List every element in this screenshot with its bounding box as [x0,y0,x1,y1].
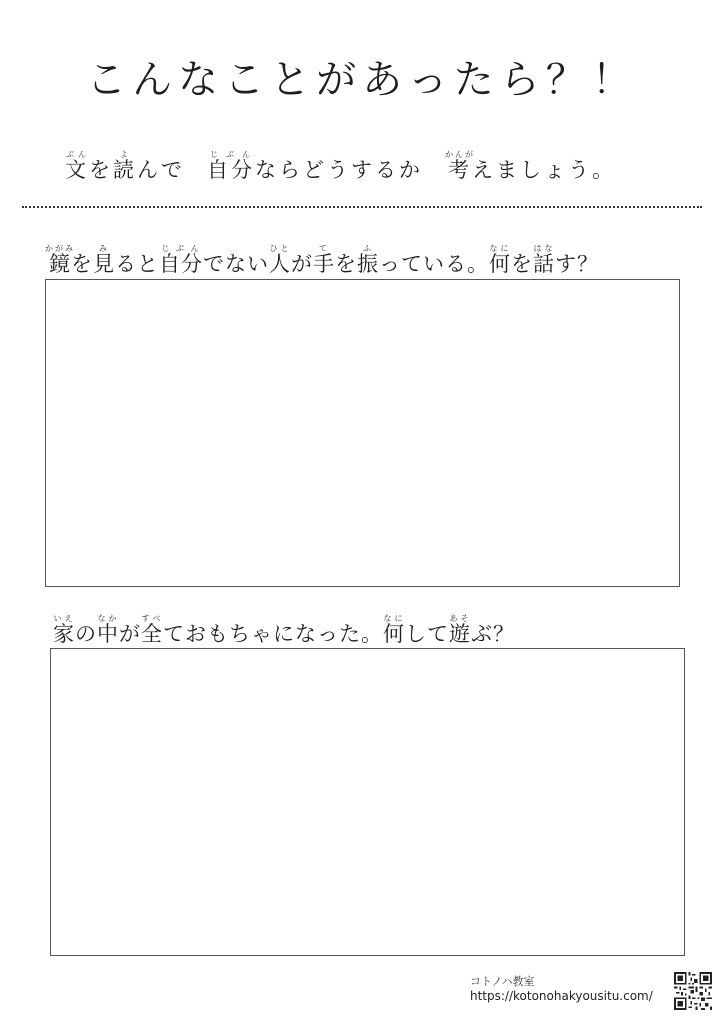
text-segment: す？ [555,252,599,276]
ruby-base: 中 [97,622,119,646]
ruby-base: 遊 [449,622,471,646]
ruby-word [445,150,475,182]
ruby-base: 振 [357,252,379,276]
text-segment: の [75,622,97,646]
instruction-part-2 [207,150,423,182]
ruby-reading: なに [489,244,511,253]
ruby-reading: ふ [357,244,379,253]
ruby-reading: て [313,244,335,253]
ruby-reading: はな [533,244,555,253]
text-segment: ぶ？ [471,622,515,646]
text-segment: ならどうするか [255,158,423,182]
ruby-word [159,244,203,276]
ruby-word [45,244,75,276]
ruby-reading: なか [97,614,119,623]
text-segment: を [335,252,357,276]
footer-url[interactable]: https://kotonohakyousitu.com/ [470,989,653,1003]
ruby-reading: み [93,244,115,253]
text-segment: を [511,252,533,276]
ruby-base: 鏡 [45,252,75,276]
text-segment: が [119,622,141,646]
text-segment: んで [137,158,185,182]
ruby-base: 家 [53,622,75,646]
ruby-reading: よ [113,150,137,159]
ruby-word [313,244,335,276]
ruby-base: 見 [93,252,115,276]
ruby-base: 手 [313,252,335,276]
question-1 [45,244,599,278]
ruby-word [449,614,471,646]
ruby-reading: ぶん [65,150,89,159]
ruby-word [141,614,163,646]
ruby-word [65,150,89,182]
text-segment: えましょう。 [472,158,616,182]
text-segment: っている。 [379,252,489,276]
ruby-base: 自分 [159,252,203,276]
ruby-base: 何 [489,252,511,276]
ruby-base: 自分 [207,158,255,182]
ruby-base: 全 [141,622,163,646]
ruby-base: 話 [533,252,555,276]
ruby-reading: かがみ [45,244,75,253]
instruction-text [65,150,616,184]
ruby-word [269,244,291,276]
ruby-base: 考 [445,158,475,182]
ruby-word [113,150,137,182]
text-segment: を [71,252,93,276]
text-segment: して [405,622,449,646]
ruby-word [207,150,255,182]
instruction-part-3 [445,150,616,182]
ruby-word [357,244,379,276]
text-segment: ると [115,252,159,276]
ruby-word [97,614,119,646]
ruby-word [53,614,75,646]
ruby-reading: なに [383,614,405,623]
ruby-reading: じぶん [159,244,203,253]
instruction-part-1 [65,150,185,182]
footer-brand: コトノハ教室 [470,975,535,988]
ruby-reading: かんが [445,150,475,159]
ruby-reading: あそ [449,614,471,623]
answer-box-2[interactable] [50,648,685,956]
ruby-base: 文 [65,158,89,182]
ruby-base: 人 [269,252,291,276]
ruby-reading: いえ [53,614,75,623]
ruby-base: 読 [113,158,137,182]
page-title: こんなことがあったら？！ [86,57,638,103]
ruby-word [383,614,405,646]
dotted-divider [22,206,702,208]
ruby-word [489,244,511,276]
text-segment: を [89,158,113,182]
ruby-base: 何 [383,622,405,646]
ruby-word [93,244,115,276]
ruby-word [533,244,555,276]
ruby-reading: ひと [269,244,291,253]
qr-code-icon [674,972,712,1010]
ruby-reading: じぶん [207,150,255,159]
ruby-reading: すべ [141,614,163,623]
text-segment: ておもちゃになった。 [163,622,383,646]
question-2 [53,614,515,648]
answer-box-1[interactable] [45,279,680,587]
text-segment: でない [203,252,269,276]
text-segment: が [291,252,313,276]
